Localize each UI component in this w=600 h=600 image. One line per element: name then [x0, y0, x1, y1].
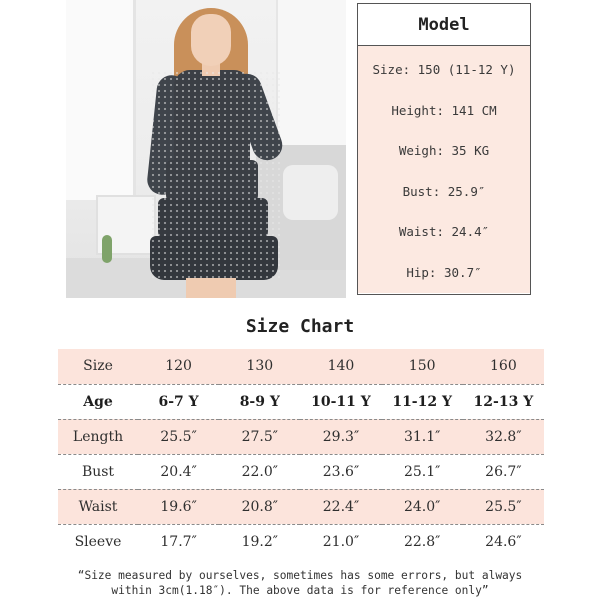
- table-row-size: [58, 349, 544, 384]
- table-cell: 150: [382, 349, 463, 384]
- table-cell: 130: [219, 349, 300, 384]
- row-label: Waist: [58, 489, 138, 524]
- table-cell: 31.1″: [382, 419, 463, 454]
- table-cell: 120: [138, 349, 219, 384]
- product-photo: [66, 0, 346, 298]
- note-line-2: within 3cm(1.18″). The above data is for reference only”: [111, 584, 489, 597]
- table-cell: 26.7″: [463, 454, 544, 489]
- table-cell: 19.2″: [241, 533, 278, 550]
- table-cell: 10-11 Y: [300, 384, 381, 419]
- model-weight: Weigh: 35 KG: [398, 143, 490, 158]
- table-cell: 25.5″: [463, 489, 544, 524]
- table-cell: 140: [300, 349, 381, 384]
- table-cell: 27.5″: [219, 419, 300, 454]
- size-chart-title: Size Chart: [245, 316, 355, 337]
- background-window: [66, 0, 136, 200]
- table-cell: 22.8″: [403, 533, 441, 550]
- table-row-waist: [58, 489, 544, 524]
- table-cell: 22.0″: [219, 454, 300, 489]
- table-cell: 23.6″: [300, 454, 381, 489]
- table-cell: 17.7″: [160, 533, 197, 550]
- table-cell: 24.6″: [485, 533, 522, 550]
- background-plant: [102, 235, 112, 263]
- background-cushion: [283, 165, 338, 220]
- table-cell: 12-13 Y: [463, 384, 544, 419]
- model-card-body: [358, 46, 530, 293]
- table-cell: 24.0″: [382, 489, 463, 524]
- table-cell: 20.4″: [138, 454, 219, 489]
- table-cell: 11-12 Y: [382, 384, 463, 419]
- note-line-1: “Size measured by ourselves, sometimes has some errors, but always: [77, 569, 523, 582]
- model-waist: Waist: 24.4″: [398, 224, 490, 239]
- table-cell: 25.5″: [138, 419, 219, 454]
- model-height: Height: 141 CM: [391, 102, 497, 118]
- table-row-length: [58, 419, 544, 454]
- table-cell: 29.3″: [300, 419, 381, 454]
- table-cell: 6-7 Y: [138, 384, 219, 419]
- model-card-title: Model: [358, 4, 530, 46]
- model-size: Size: 150 (11-12 Y): [372, 62, 516, 77]
- model-info-card: [357, 3, 531, 295]
- dress-bodice: [174, 70, 250, 165]
- model-legs: [186, 278, 236, 298]
- table-row-sleeve: [58, 524, 544, 559]
- table-cell: 19.6″: [138, 489, 219, 524]
- row-label: Sleeve: [74, 533, 122, 550]
- table-cell: 22.4″: [300, 489, 381, 524]
- model-hip: Hip: 30.7″: [406, 264, 482, 280]
- table-row-age: [58, 384, 544, 419]
- table-cell: 21.0″: [322, 533, 360, 550]
- row-label: Age: [58, 384, 138, 419]
- table-cell: 20.8″: [219, 489, 300, 524]
- size-chart-table: [58, 349, 544, 559]
- table-row-bust: [58, 454, 544, 489]
- row-label: Length: [58, 419, 138, 454]
- row-label: Bust: [58, 454, 138, 489]
- table-cell: 32.8″: [463, 419, 544, 454]
- model-face: [191, 14, 231, 66]
- model-bust: Bust: 25.9″: [402, 183, 486, 199]
- table-cell: 25.1″: [382, 454, 463, 489]
- row-label: Size: [58, 349, 138, 384]
- dress-tier-3: [150, 236, 278, 280]
- measurement-note: [0, 568, 600, 598]
- table-cell: 8-9 Y: [219, 384, 300, 419]
- table-cell: 160: [463, 349, 544, 384]
